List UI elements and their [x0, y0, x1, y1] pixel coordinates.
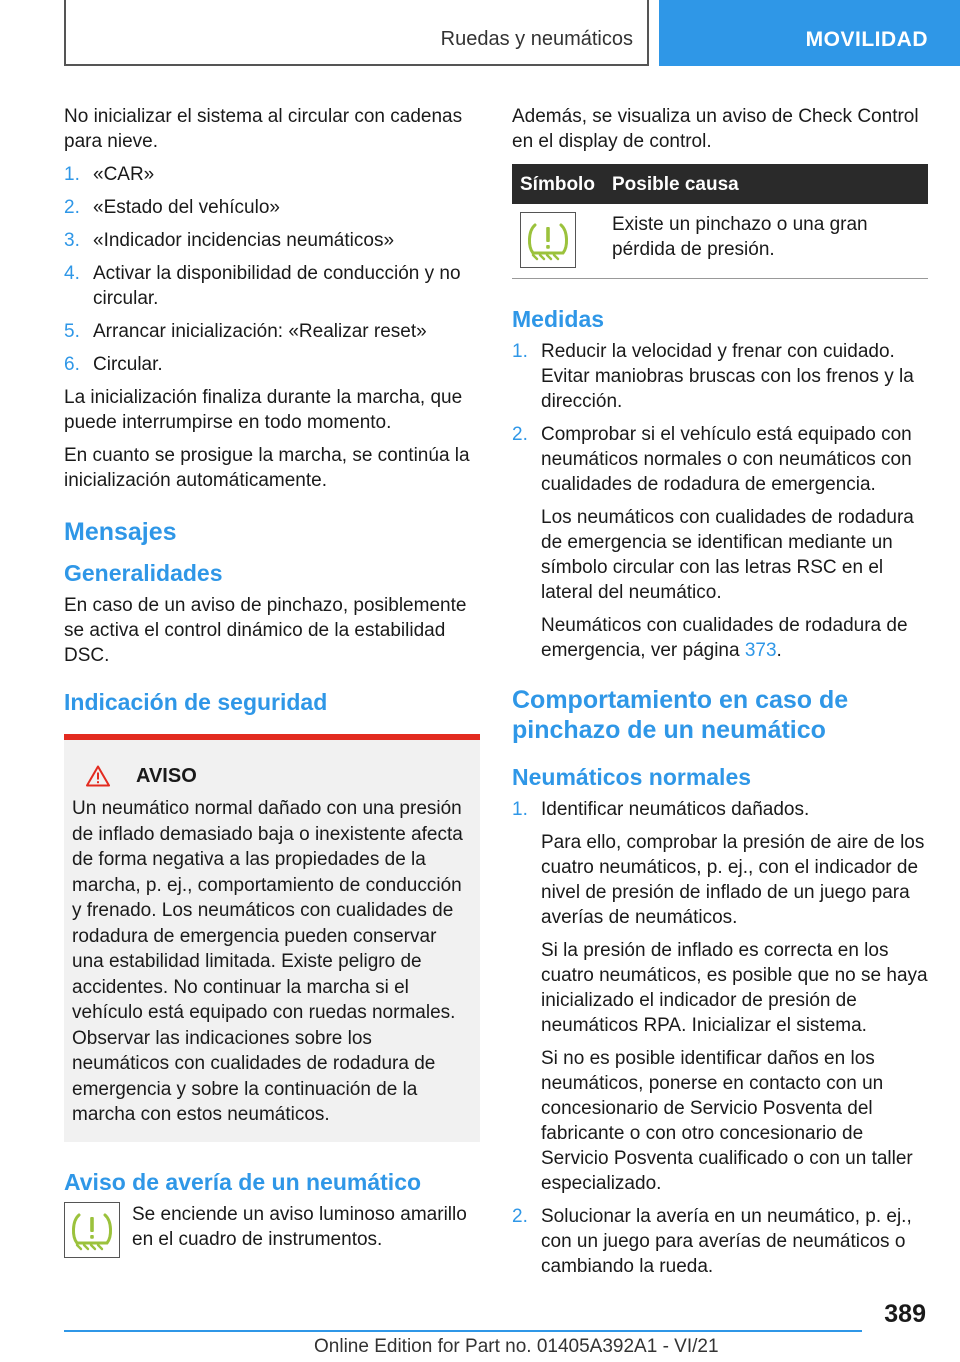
warning-title: AVISO	[136, 764, 197, 787]
header-frame	[64, 0, 649, 66]
paragraph: En caso de un aviso de pinchazo, posiblemente se activa el control dinámico de la estabilidad DSC.	[64, 595, 467, 666]
heading-medidas: Medidas	[512, 305, 605, 332]
list-item	[64, 352, 480, 377]
table-row	[512, 204, 928, 278]
list-item	[64, 319, 480, 344]
list-item	[512, 1204, 928, 1279]
section-title: Ruedas y neumáticos	[440, 28, 633, 50]
step-text: «Indicador incidencias neumáticos»	[93, 230, 395, 251]
list-item	[64, 228, 480, 253]
paragraph: La inicialización finaliza durante la marcha, que puede interrumpirse en todo momento.	[64, 387, 463, 433]
heading-mensajes: Mensajes	[64, 518, 177, 546]
table-header-cause: Posible causa	[604, 164, 928, 204]
normales-steps	[512, 797, 928, 1279]
step-number: 2.	[512, 423, 528, 445]
step-body	[541, 422, 928, 663]
step-reference	[541, 613, 928, 663]
step-number: 4.	[64, 263, 80, 284]
left-column	[64, 104, 480, 1258]
symbol-table	[512, 164, 928, 279]
step-text: Arrancar inicialización: «Realizar reset»	[93, 321, 427, 342]
aviso-row	[64, 1202, 480, 1258]
step-text: Reducir la velocidad y frenar con cuidado. Evitar maniobras bruscas con los frenos y la dirección.	[541, 340, 914, 412]
footer-edition: Online Edition for Part no. 01405A392A1 - VI/21	[314, 1336, 719, 1357]
init-steps	[64, 162, 480, 377]
step-text: Si no es posible identificar daños en los neumáticos, ponerse en contacto con un concesionario de Servicio Posventa del fabricante o con otro concesionario de Servicio Posventa cualificado o con un taller especializado.	[541, 1047, 913, 1194]
aviso-text: Se enciende un aviso luminoso amarillo en el cuadro de instrumentos.	[132, 1203, 467, 1250]
step-number: 2.	[64, 197, 80, 218]
table-cell-symbol	[512, 204, 604, 278]
step-body	[541, 1204, 928, 1279]
list-item	[64, 195, 480, 220]
chapter-tab[interactable]	[659, 0, 960, 66]
tire-pressure-warning-icon	[64, 1202, 120, 1258]
step-body	[541, 797, 928, 1196]
page-number: 389	[884, 1300, 926, 1328]
step-text: «CAR»	[93, 164, 155, 185]
heading-generalidades: Generalidades	[64, 560, 223, 586]
list-item	[64, 162, 480, 187]
step-text: Solucionar la avería en un neumático, p. ej., con un juego para averías de neumáticos o cambiando la rueda.	[541, 1205, 912, 1277]
step-body	[541, 339, 928, 414]
step-text: Los neumáticos con cualidades de rodadura de emergencia se identifican mediante un símbolo circular con las letras RSC en el lateral del neumático.	[541, 506, 914, 603]
warning-text: Un neumático normal dañado con una presión de inflado demasiado baja o inexistente afecta de forma negativa a las propiedades de la marcha, p. ej., comportamiento de conducción y frenado. Los neumáticos con cualidades de rodadura de emergencia pueden conservar una estabilidad limitada. Existe peligro de accidentes. No continuar la marcha si el vehículo está equipado con ruedas normales. Observar las indicaciones sobre los neumáticos con cualidades de rodadura de emergencia y sobre la continuación de la marcha con estos neumáticos.	[72, 798, 463, 1125]
reference-suffix: .	[776, 639, 782, 661]
footer-divider	[64, 1330, 862, 1332]
step-number: 5.	[64, 321, 80, 342]
step-text: Para ello, comprobar la presión de aire de los cuatro neumáticos, p. ej., con el indicador de nivel de presión de inflado de un juego para averías de neumáticos.	[541, 831, 925, 928]
intro-text: Además, se visualiza un aviso de Check Control en el display de control.	[512, 106, 919, 152]
page-link[interactable]: 373	[744, 639, 777, 661]
warning-triangle-icon	[72, 762, 124, 790]
heading-comportamiento: Comportamiento en caso de pinchazo de un neumático	[512, 685, 849, 744]
heading-aviso-averia: Aviso de avería de un neumático	[64, 1168, 422, 1195]
table-cell-cause: Existe un pinchazo o una gran pérdida de presión.	[604, 204, 928, 278]
step-number: 1.	[512, 798, 528, 820]
list-item	[512, 797, 928, 1196]
step-text: «Estado del vehículo»	[93, 197, 280, 218]
step-number: 3.	[64, 230, 80, 251]
tire-pressure-warning-icon	[520, 212, 576, 268]
step-text: Si la presión de inflado es correcta en los cuatro neumáticos, es posible que no se haya inicializado el indicador de presión de neumáticos RPA. Inicializar el sistema.	[541, 939, 928, 1036]
medidas-steps	[512, 339, 928, 663]
step-text: Circular.	[93, 354, 163, 375]
paragraph: En cuanto se prosigue la marcha, se continúa la inicialización automáticamente.	[64, 445, 470, 491]
list-item	[512, 339, 928, 414]
table-header-symbol: Símbolo	[512, 164, 604, 204]
step-text: Activar la disponibilidad de conducción y no circular.	[93, 263, 461, 309]
step-number: 1.	[512, 340, 528, 362]
step-number: 2.	[512, 1205, 528, 1227]
table-header-row	[512, 164, 928, 204]
intro-text: No inicializar el sistema al circular con cadenas para nieve.	[64, 106, 463, 152]
heading-indicacion-seguridad: Indicación de seguridad	[64, 689, 328, 715]
list-item	[64, 261, 480, 311]
chapter-label: MOVILIDAD	[805, 28, 928, 51]
heading-neumaticos-normales: Neumáticos normales	[512, 763, 752, 790]
step-text: Comprobar si el vehículo está equipado con neumáticos normales o con neumáticos con cualidades de rodadura de emergencia.	[541, 423, 912, 495]
warning-box	[64, 734, 480, 1142]
step-number: 1.	[64, 164, 80, 185]
step-text: Identificar neumáticos dañados.	[541, 798, 810, 820]
right-column	[512, 104, 928, 1287]
list-item	[512, 422, 928, 663]
warning-header	[72, 762, 472, 790]
reference-text: Neumáticos con cualidades de rodadura de emergencia, ver página	[541, 614, 908, 661]
step-number: 6.	[64, 354, 80, 375]
